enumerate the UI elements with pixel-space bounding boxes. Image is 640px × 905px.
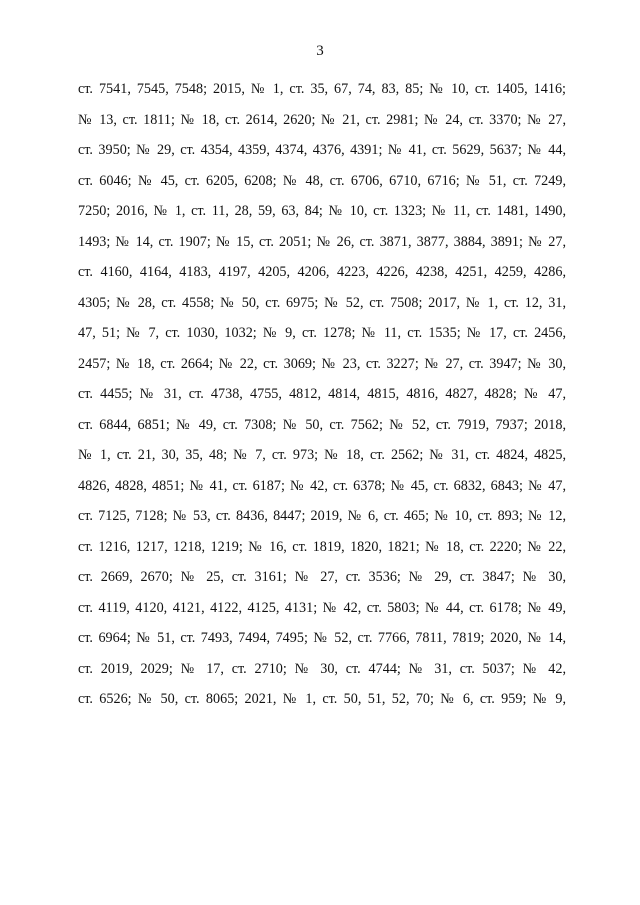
text-line: ст. 6844, 6851; № 49, ст. 7308; № 50, ст. 7562; № 52, ст. 7919, 7937; 2018,	[78, 416, 566, 433]
text-line: ст. 2019, 2029; № 17, ст. 2710; № 30, ст. 4744; № 31, ст. 5037; № 42,	[78, 660, 566, 677]
text-line: 47, 51; № 7, ст. 1030, 1032; № 9, ст. 1278; № 11, ст. 1535; № 17, ст. 2456,	[78, 325, 566, 341]
text-line: № 1, ст. 21, 30, 35, 48; № 7, ст. 973; № 18, ст. 2562; № 31, ст. 4824, 4825,	[78, 447, 566, 463]
text-line: № 13, ст. 1811; № 18, ст. 2614, 2620; № 21, ст. 2981; № 24, ст. 3370; № 27,	[78, 111, 566, 128]
text-line: ст. 4119, 4120, 4121, 4122, 4125, 4131; № 42, ст. 5803; № 44, ст. 6178; № 49,	[78, 599, 566, 616]
text-line: 4305; № 28, ст. 4558; № 50, ст. 6975; № 52, ст. 7508; 2017, № 1, ст. 12, 31,	[78, 294, 566, 311]
text-line: ст. 4455; № 31, ст. 4738, 4755, 4812, 4814, 4815, 4816, 4827, 4828; № 47,	[78, 386, 566, 402]
text-line: ст. 2669, 2670; № 25, ст. 3161; № 27, ст. 3536; № 29, ст. 3847; № 30,	[78, 569, 566, 585]
text-line: 2457; № 18, ст. 2664; № 22, ст. 3069; № 23, ст. 3227; № 27, ст. 3947; № 30,	[78, 355, 566, 372]
text-line: ст. 7541, 7545, 7548; 2015, № 1, ст. 35, 67, 74, 83, 85; № 10, ст. 1405, 1416;	[78, 81, 566, 97]
text-line: ст. 7125, 7128; № 53, ст. 8436, 8447; 2019, № 6, ст. 465; № 10, ст. 893; № 12,	[78, 508, 566, 524]
text-line: 1493; № 14, ст. 1907; № 15, ст. 2051; № 26, ст. 3871, 3877, 3884, 3891; № 27,	[78, 233, 566, 250]
text-line: 4826, 4828, 4851; № 41, ст. 6187; № 42, ст. 6378; № 45, ст. 6832, 6843; № 47,	[78, 477, 566, 494]
text-line: ст. 6526; № 50, ст. 8065; 2021, № 1, ст. 50, 51, 52, 70; № 6, ст. 959; № 9,	[78, 691, 566, 707]
text-line: 7250; 2016, № 1, ст. 11, 28, 59, 63, 84; № 10, ст. 1323; № 11, ст. 1481, 1490,	[78, 203, 566, 219]
text-line: ст. 6964; № 51, ст. 7493, 7494, 7495; № 52, ст. 7766, 7811, 7819; 2020, № 14,	[78, 630, 566, 646]
text-line: ст. 4160, 4164, 4183, 4197, 4205, 4206, 4223, 4226, 4238, 4251, 4259, 4286,	[78, 264, 566, 280]
page-number: 3	[316, 43, 324, 59]
document-body	[78, 78, 566, 719]
text-line: ст. 1216, 1217, 1218, 1219; № 16, ст. 1819, 1820, 1821; № 18, ст. 2220; № 22,	[78, 538, 566, 555]
text-line: ст. 3950; № 29, ст. 4354, 4359, 4374, 4376, 4391; № 41, ст. 5629, 5637; № 44,	[78, 142, 566, 158]
text-line: ст. 6046; № 45, ст. 6205, 6208; № 48, ст. 6706, 6710, 6716; № 51, ст. 7249,	[78, 172, 566, 189]
